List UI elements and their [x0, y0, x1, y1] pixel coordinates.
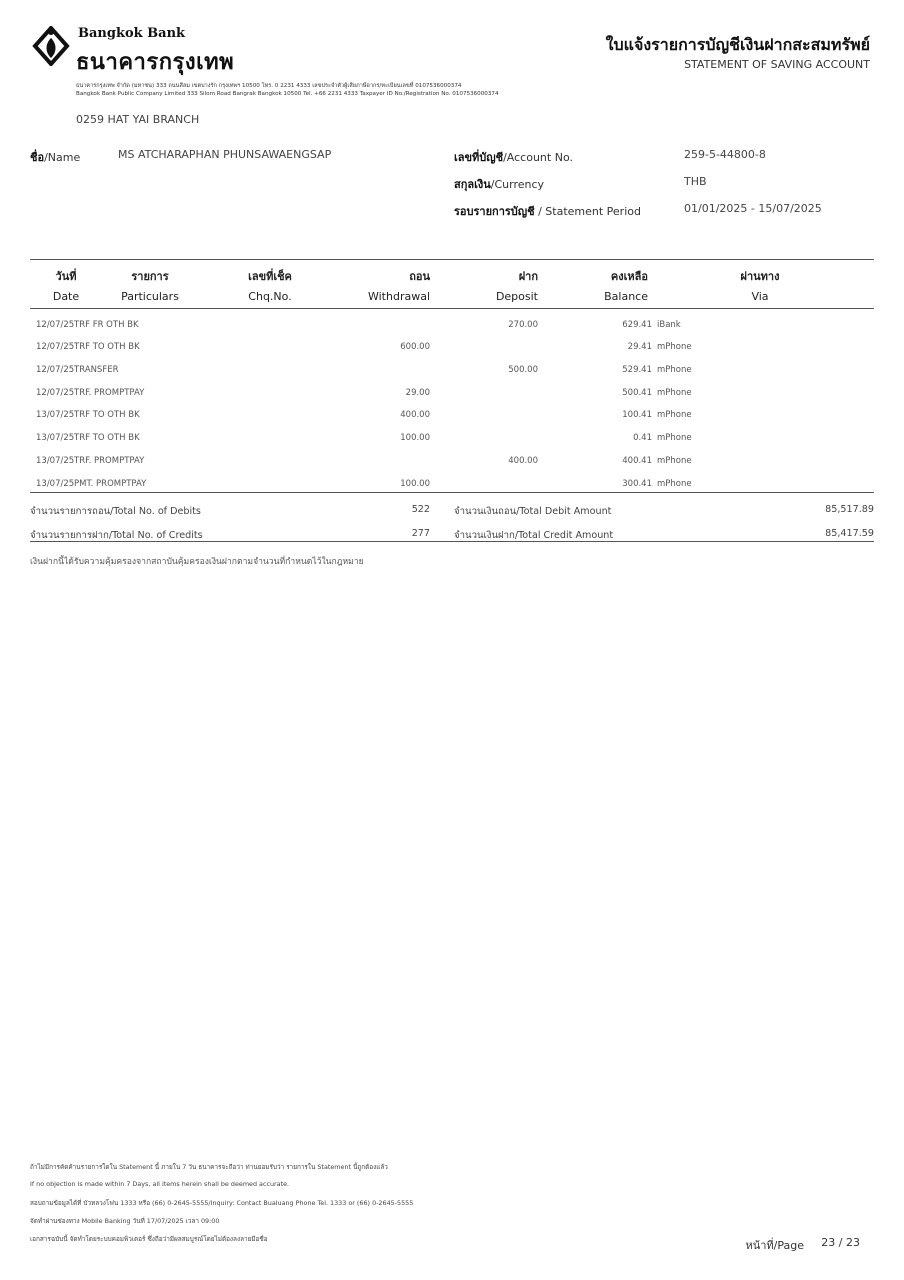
cell-withdrawal: 100.00 [400, 433, 430, 443]
header-chq-en: Chq.No. [248, 290, 292, 303]
account-no: 259-5-44800-8 [684, 148, 766, 161]
cell-deposit: 270.00 [508, 320, 538, 330]
table-row [0, 365, 904, 387]
footer-line: ถ้าไม่มีการคัดค้านรายการใดใน Statement นี้ ภายใน 7 วัน ธนาคารจะถือว่า ท่านยอมรับว่า รายการใน Statement นี้ถูกต้องแล้ว [30, 1163, 388, 1171]
table-row [0, 410, 904, 432]
cell-particulars: TRF. PROMPTPAY [74, 388, 145, 398]
table-row [0, 479, 904, 501]
header-withdrawal-en: Withdrawal [367, 290, 430, 303]
table-row [0, 342, 904, 364]
total-credit-amount-value: 85,417.59 [825, 528, 874, 539]
cell-date: 13/07/25 [36, 433, 75, 443]
cell-date: 13/07/25 [36, 479, 75, 489]
summary-bottom-rule [30, 541, 874, 542]
total-debit-amount-label: จำนวนเงินถอน/Total Debit Amount [454, 506, 612, 517]
cell-balance: 629.41 [622, 320, 652, 330]
cell-particulars: TRF TO OTH BK [74, 433, 140, 443]
cell-balance: 29.41 [627, 342, 652, 352]
header-via-en: Via [751, 290, 769, 303]
cell-via: mPhone [657, 388, 692, 398]
statement-title-th: ใบแจ้งรายการบัญชีเงินฝากสะสมทรัพย์ [605, 35, 870, 54]
total-debits-label: จำนวนรายการถอน/Total No. of Debits [30, 506, 201, 517]
bank-address-en: Bangkok Bank Public Company Limited 333 Silom Road Bangrak Bangkok 10500 Tel. +66 2231 4333 Taxpayer ID No./Registration No. 0107536000374 [76, 91, 499, 97]
statement-title-en: STATEMENT OF SAVING ACCOUNT [684, 58, 870, 71]
page-number: 23 / 23 [821, 1236, 860, 1249]
cell-via: mPhone [657, 410, 692, 420]
cell-via: iBank [657, 320, 681, 330]
cell-particulars: TRF TO OTH BK [74, 342, 140, 352]
cell-date: 13/07/25 [36, 456, 75, 466]
cell-balance: 500.41 [622, 388, 652, 398]
currency-label: สกุลเงิน/Currency [454, 178, 545, 191]
cell-withdrawal: 29.00 [405, 388, 430, 398]
cell-withdrawal: 400.00 [400, 410, 430, 420]
cell-particulars: TRANSFER [74, 365, 119, 375]
statement-period-label: รอบรายการบัญชี / Statement Period [454, 205, 641, 218]
bank-logo [32, 26, 272, 82]
cell-via: mPhone [657, 456, 692, 466]
table-row [0, 433, 904, 455]
account-holder-name: MS ATCHARAPHAN PHUNSAWAENGSAP [118, 148, 332, 161]
footer-line: สอบถามข้อมูลได้ที่ บัวหลวงโฟน 1333 หรือ (66) 0-2645-5555/Inquiry: Contact Bualuang Phone Tel. 1333 or (66) 0-2645-5555 [30, 1199, 414, 1207]
cell-deposit: 500.00 [508, 365, 538, 375]
footer-line: เอกสารฉบับนี้ จัดทำโดยระบบคอมพิวเตอร์ ซึ่งถือว่ามีผลสมบูรณ์โดยไม่ต้องลงลายมือชื่อ [30, 1235, 268, 1243]
table-row [0, 388, 904, 410]
total-credits-label: จำนวนรายการฝาก/Total No. of Credits [30, 530, 203, 541]
branch-name: 0259 HAT YAI BRANCH [76, 113, 200, 126]
name-label: ชื่อ/Name [30, 151, 81, 164]
currency: THB [684, 175, 707, 188]
account-no-label: เลขที่บัญชี/Account No. [454, 151, 573, 164]
page-label: หน้าที่/Page [745, 1239, 804, 1252]
cell-via: mPhone [657, 342, 692, 352]
header-chq-th: เลขที่เช็ค [248, 270, 292, 283]
cell-particulars: TRF FR OTH BK [74, 320, 139, 330]
statement-period: 01/01/2025 - 15/07/2025 [684, 202, 822, 215]
bank-name-th: ธนาคารกรุงเทพ [76, 50, 235, 75]
header-date-en: Date [52, 290, 80, 303]
cell-via: mPhone [657, 365, 692, 375]
total-debit-amount-value: 85,517.89 [825, 504, 874, 515]
table-row [0, 320, 904, 342]
table-bottom-rule [30, 492, 874, 493]
cell-via: mPhone [657, 433, 692, 443]
cell-withdrawal: 100.00 [400, 479, 430, 489]
footer-line: If no objection is made within 7 Days, all items herein shall be deemed accurate. [30, 1180, 290, 1188]
cell-date: 12/07/25 [36, 365, 75, 375]
table-top-rule [30, 259, 874, 260]
bank-logo-icon [32, 26, 70, 66]
cell-balance: 300.41 [622, 479, 652, 489]
header-deposit-en: Deposit [495, 290, 538, 303]
cell-balance: 400.41 [622, 456, 652, 466]
cell-via: mPhone [657, 479, 692, 489]
header-particulars-en: Particulars [121, 290, 179, 303]
cell-date: 13/07/25 [36, 410, 75, 420]
total-credit-amount-label: จำนวนเงินฝาก/Total Credit Amount [454, 530, 614, 541]
cell-date: 12/07/25 [36, 388, 75, 398]
header-balance-th: คงเหลือ [610, 270, 648, 283]
cell-balance: 529.41 [622, 365, 652, 375]
table-header-rule [30, 308, 874, 309]
cell-withdrawal: 600.00 [400, 342, 430, 352]
total-credits-value: 277 [411, 528, 430, 539]
bank-name-en: Bangkok Bank [78, 26, 186, 41]
cell-deposit: 400.00 [508, 456, 538, 466]
footer-line: จัดทำผ่านช่องทาง Mobile Banking วันที่ 17/07/2025 เวลา 09:00 [30, 1217, 220, 1225]
table-row [0, 456, 904, 478]
header-balance-en: Balance [604, 290, 648, 303]
header-withdrawal-th: ถอน [409, 270, 430, 283]
header-deposit-th: ฝาก [518, 270, 538, 283]
cell-particulars: TRF. PROMPTPAY [74, 456, 145, 466]
cell-particulars: PMT. PROMPTPAY [74, 479, 147, 489]
header-particulars-th: รายการ [131, 270, 169, 283]
cell-balance: 0.41 [633, 433, 652, 443]
deposit-protection-note: เงินฝากนี้ได้รับความคุ้มครองจากสถาบันคุ้มครองเงินฝากตามจำนวนที่กำหนดไว้ในกฎหมาย [30, 557, 364, 567]
bank-address-th: ธนาคารกรุงเทพ จำกัด (มหาชน) 333 ถนนสีลม เขตบางรัก กรุงเทพฯ 10500 โทร. 0 2231 4333 เลขประจำตัวผู้เสียภาษีอากร/ทะเบียนเลขที่ 0107536000374 [76, 83, 462, 89]
cell-date: 12/07/25 [36, 342, 75, 352]
header-date-th: วันที่ [55, 270, 77, 283]
total-debits-value: 522 [411, 504, 430, 515]
cell-date: 12/07/25 [36, 320, 75, 330]
header-via-th: ผ่านทาง [740, 270, 780, 283]
cell-particulars: TRF TO OTH BK [74, 410, 140, 420]
cell-balance: 100.41 [622, 410, 652, 420]
